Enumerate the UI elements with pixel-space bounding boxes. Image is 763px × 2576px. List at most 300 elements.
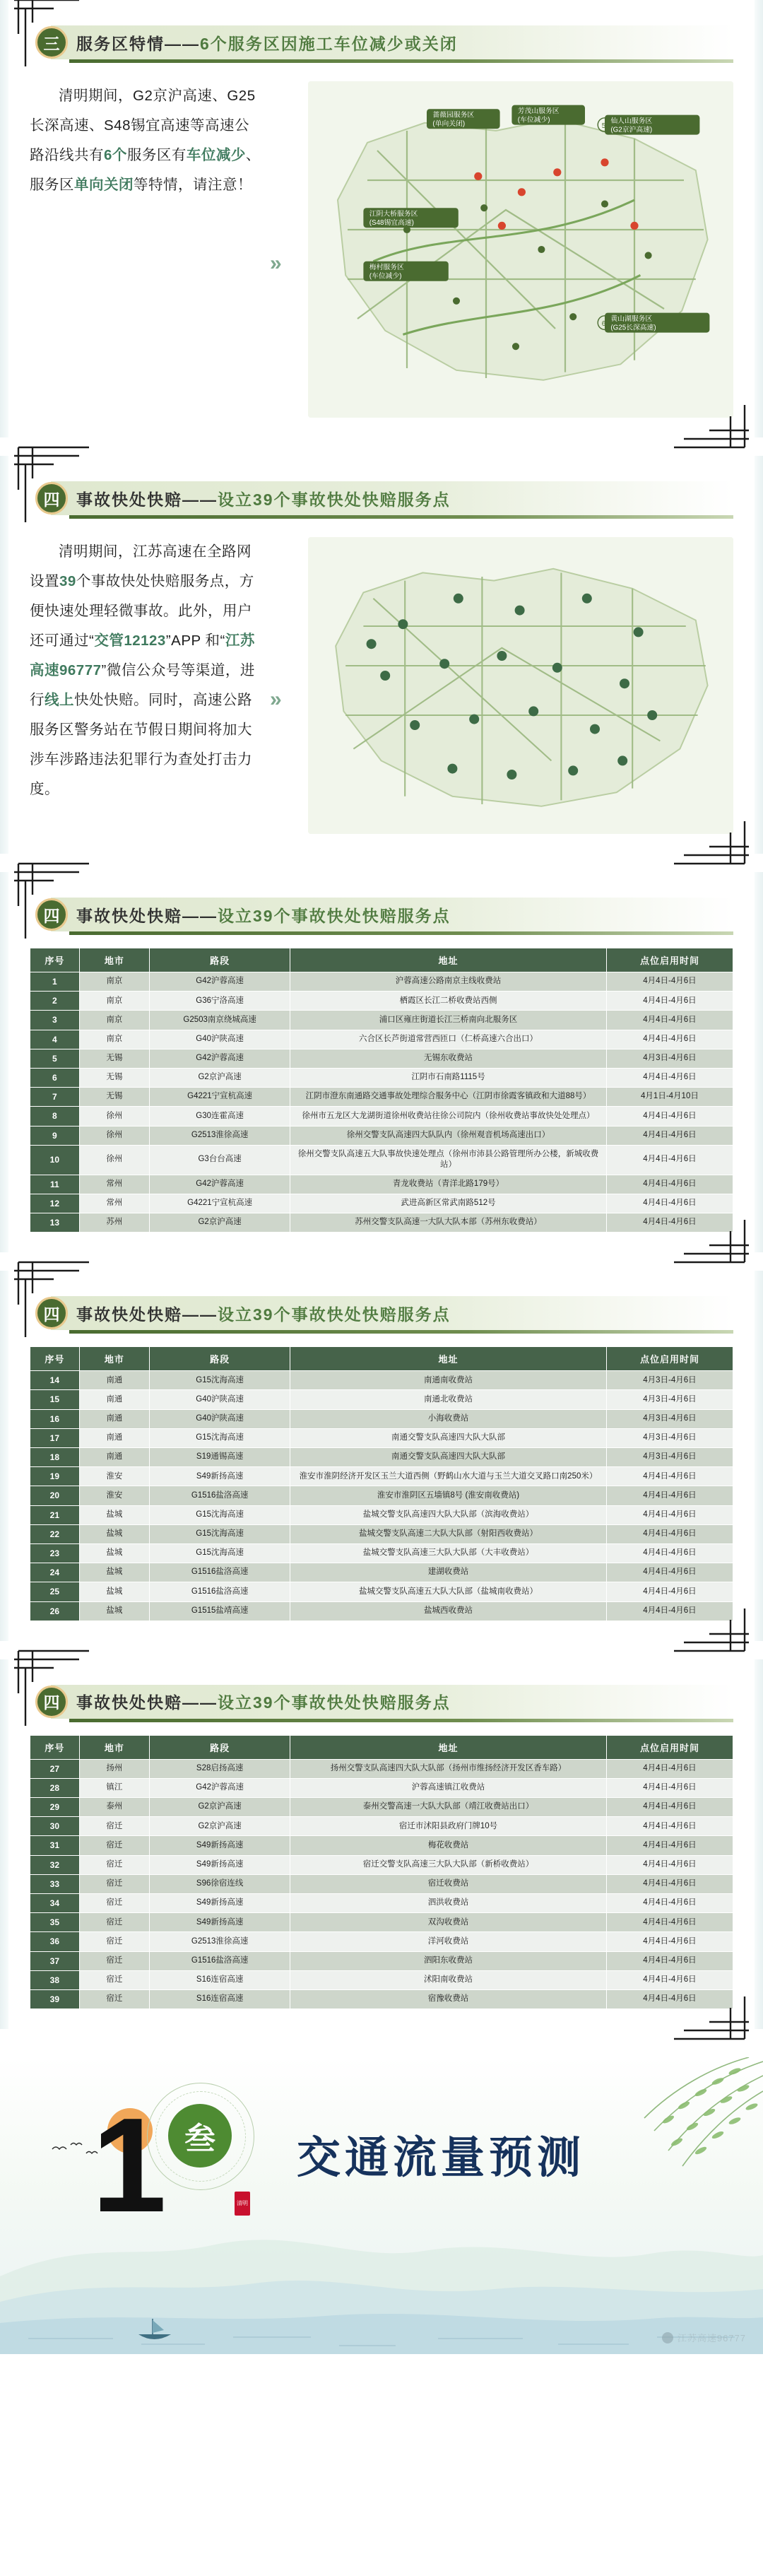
- cell-index: 7: [30, 1088, 80, 1107]
- cell-time: 4月4日-4月6日: [606, 1913, 733, 1932]
- cell-city: 宿迁: [79, 1817, 150, 1836]
- table-section-badge: 四: [35, 1297, 68, 1329]
- table-title-accent: 设立39个事故快处快赔服务点: [218, 906, 451, 925]
- cell-index: 37: [30, 1951, 80, 1970]
- cell-time: 4月3日-4月6日: [606, 1448, 733, 1467]
- table-title-main: 事故快处快赔: [76, 1693, 182, 1712]
- cell-road: G2京沪高速: [150, 1068, 290, 1087]
- column-header-4: 点位启用时间: [606, 1735, 733, 1759]
- table-title-dash: ——: [182, 906, 218, 925]
- column-header-1: 地市: [79, 1347, 150, 1371]
- panel-edge-left-2: [0, 456, 8, 854]
- cell-city: 宿迁: [79, 1855, 150, 1874]
- cell-time: 4月4日-4月6日: [606, 1563, 733, 1582]
- cell-time: 4月4日-4月6日: [606, 1126, 733, 1145]
- cell-address: 徐州交警支队高速五大队事故快速处理点（徐州市沛县公路管理所办公楼，新城收费站）: [290, 1145, 607, 1175]
- cell-road: G2京沪高速: [150, 1817, 290, 1836]
- cell-time: 4月4日-4月6日: [606, 1778, 733, 1797]
- watermark-logo-icon: [662, 2332, 673, 2343]
- cell-address: 沭阳南收费站: [290, 1970, 607, 1989]
- service-area-map: [308, 81, 733, 418]
- cell-road: G15沈海高速: [150, 1371, 290, 1390]
- cell-road: S49新扬高速: [150, 1855, 290, 1874]
- table-section-rule: [69, 1330, 733, 1334]
- cell-address: 盐城交警支队高速二大队大队部（射阳西收费站）: [290, 1524, 607, 1543]
- cell-time: 4月4日-4月6日: [606, 1989, 733, 2009]
- section-panel-accident-service: [16, 456, 747, 854]
- cell-road: G4221宁宣杭高速: [150, 1194, 290, 1213]
- cell-city: 常州: [79, 1175, 150, 1194]
- cell-address: 南通南收费站: [290, 1371, 607, 1390]
- cell-road: G40沪陕高速: [150, 1409, 290, 1428]
- cell-index: 23: [30, 1543, 80, 1563]
- cell-road: G1516盐洛高速: [150, 1582, 290, 1601]
- table-row: [30, 1524, 733, 1543]
- cell-road: G3台台高速: [150, 1145, 290, 1175]
- table-header-row: [30, 1347, 733, 1371]
- cell-road: G42沪蓉高速: [150, 1049, 290, 1068]
- cell-city: 无锡: [79, 1088, 150, 1107]
- cell-road: G15沈海高速: [150, 1428, 290, 1447]
- table-row: [30, 1505, 733, 1524]
- section-title-accent-3: 6个服务区因施工车位减少或关闭: [200, 34, 458, 53]
- watermark: [662, 2331, 746, 2344]
- column-header-0: 序号: [30, 948, 80, 972]
- cell-road: S19通锡高速: [150, 1448, 290, 1467]
- cell-address: 苏州交警支队高速一大队大队本部（苏州东收费站）: [290, 1213, 607, 1233]
- cell-road: S49新扬高速: [150, 1894, 290, 1913]
- cell-time: 4月1日-4月10日: [606, 1088, 733, 1107]
- cell-city: 南京: [79, 1030, 150, 1049]
- table-row: [30, 1030, 733, 1049]
- cell-road: G1515盐靖高速: [150, 1601, 290, 1621]
- cell-time: 4月4日-4月6日: [606, 1068, 733, 1087]
- table-section-header-1: [43, 898, 733, 931]
- table-row: [30, 1107, 733, 1126]
- cell-time: 4月4日-4月6日: [606, 1543, 733, 1563]
- cell-index: 33: [30, 1874, 80, 1893]
- table-row: [30, 1467, 733, 1486]
- table-row: [30, 1088, 733, 1107]
- cell-index: 22: [30, 1524, 80, 1543]
- table-row: [30, 1126, 733, 1145]
- table-section-rule: [69, 931, 733, 935]
- table-title-main: 事故快处快赔: [76, 1305, 182, 1324]
- section-title-dash-3: ——: [165, 34, 200, 53]
- svg-text:5: 5: [601, 122, 606, 130]
- cell-road: S16连宿高速: [150, 1970, 290, 1989]
- cell-time: 4月4日-4月6日: [606, 1970, 733, 1989]
- cell-city: 镇江: [79, 1778, 150, 1797]
- panel-edge-right: [755, 0, 763, 437]
- table-row: [30, 1428, 733, 1447]
- cell-address: 南通交警支队高速四大队大队部: [290, 1428, 607, 1447]
- cell-city: 南京: [79, 1011, 150, 1030]
- cell-time: 4月4日-4月6日: [606, 992, 733, 1011]
- table-panel-3: [16, 1659, 747, 2029]
- cell-time: 4月4日-4月6日: [606, 1582, 733, 1601]
- svg-text:江阴大桥服务区: 江阴大桥服务区: [369, 210, 418, 218]
- cell-index: 34: [30, 1894, 80, 1913]
- table-row: [30, 1759, 733, 1778]
- cell-index: 21: [30, 1505, 80, 1524]
- cell-road: G2513淮徐高速: [150, 1126, 290, 1145]
- table-row: [30, 1011, 733, 1030]
- table-row: [30, 1970, 733, 1989]
- cell-address: 盐城交警支队高速三大队大队部（大丰收费站）: [290, 1543, 607, 1563]
- cell-time: 4月4日-4月6日: [606, 1817, 733, 1836]
- cell-city: 宿迁: [79, 1932, 150, 1951]
- cell-address: 小海收费站: [290, 1409, 607, 1428]
- panel-edge-left: [0, 1271, 8, 1640]
- section-body-3: [30, 81, 733, 418]
- column-header-3: 地址: [290, 1347, 607, 1371]
- cell-address: 宿迁交警支队高速三大队大队部（新桥收费站）: [290, 1855, 607, 1874]
- cell-address: 盐城西收费站: [290, 1601, 607, 1621]
- cell-city: 淮安: [79, 1467, 150, 1486]
- cell-city: 宿迁: [79, 1951, 150, 1970]
- section-paragraph-3: 清明期间，G2京沪高速、G25长深高速、S48锡宜高速等高速公路沿线共有6个服务区有车位减少、服务区单向关闭等特情，请注意！: [30, 88, 261, 194]
- cell-index: 24: [30, 1563, 80, 1582]
- cell-road: S96徐宿连线: [150, 1874, 290, 1893]
- cell-index: 13: [30, 1213, 80, 1233]
- column-header-1: 地市: [79, 948, 150, 972]
- cell-time: 4月3日-4月6日: [606, 1409, 733, 1428]
- cell-address: 建湖收费站: [290, 1563, 607, 1582]
- cell-time: 4月4日-4月6日: [606, 1505, 733, 1524]
- cell-road: G1516盐洛高速: [150, 1486, 290, 1505]
- cell-address: 宿迁市沭阳县政府门牌10号: [290, 1817, 607, 1836]
- cell-address: 栖霞区长江二桥收费站西侧: [290, 992, 607, 1011]
- hero-banner: [0, 2057, 763, 2354]
- column-header-3: 地址: [290, 948, 607, 972]
- column-header-2: 路段: [150, 1347, 290, 1371]
- table-row: [30, 1855, 733, 1874]
- cell-address: 盐城交警支队高速四大队大队部（滨海收费站）: [290, 1505, 607, 1524]
- cell-city: 宿迁: [79, 1894, 150, 1913]
- cell-time: 4月4日-4月6日: [606, 1894, 733, 1913]
- cell-road: G15沈海高速: [150, 1524, 290, 1543]
- cell-city: 淮安: [79, 1486, 150, 1505]
- table-panel-1: [16, 872, 747, 1252]
- cell-address: 武进高新区常武南路512号: [290, 1194, 607, 1213]
- section-header-4: [43, 481, 733, 515]
- table-title-dash: ——: [182, 1305, 218, 1324]
- mountain-water-illustration: [0, 2177, 763, 2354]
- cell-address: 江阴市石南路1115号: [290, 1068, 607, 1087]
- table-row: [30, 1951, 733, 1970]
- cell-index: 27: [30, 1759, 80, 1778]
- cell-index: 2: [30, 992, 80, 1011]
- cell-index: 10: [30, 1145, 80, 1175]
- table-row: [30, 1486, 733, 1505]
- table-row: [30, 972, 733, 992]
- section-body-4: [30, 537, 733, 834]
- cell-address: 江阴市澄东南通路交通事故处理综合服务中心（江阴市徐霞客镇政和大道88号）: [290, 1088, 607, 1107]
- cell-address: 泗洪收费站: [290, 1894, 607, 1913]
- svg-text:(单向关闭): (单向关闭): [432, 120, 466, 128]
- table-row: [30, 1778, 733, 1797]
- cell-index: 30: [30, 1817, 80, 1836]
- cell-index: 5: [30, 1049, 80, 1068]
- table-row: [30, 1175, 733, 1194]
- table-title-main: 事故快处快赔: [76, 906, 182, 925]
- cell-address: 南通交警支队高速四大队大队部: [290, 1448, 607, 1467]
- cell-city: 徐州: [79, 1107, 150, 1126]
- cell-road: G4221宁宣杭高速: [150, 1088, 290, 1107]
- cell-index: 35: [30, 1913, 80, 1932]
- panel-edge-left: [0, 872, 8, 1252]
- cell-address: 六合区长芦街道常营西匝口（仁桥高速六合出口）: [290, 1030, 607, 1049]
- cell-address: 沪蓉高速镇江收费站: [290, 1778, 607, 1797]
- cell-city: 无锡: [79, 1049, 150, 1068]
- cell-road: S49新扬高速: [150, 1836, 290, 1855]
- section-title-main-3: 服务区特情: [76, 34, 165, 53]
- section-title-3: [76, 31, 458, 54]
- cell-road: G1516盐洛高速: [150, 1563, 290, 1582]
- cell-road: G36宁洛高速: [150, 992, 290, 1011]
- cell-time: 4月4日-4月6日: [606, 1524, 733, 1543]
- cell-city: 宿迁: [79, 1913, 150, 1932]
- cell-city: 盐城: [79, 1582, 150, 1601]
- table-header-row: [30, 1735, 733, 1759]
- table-section-title: [76, 1302, 451, 1325]
- panel-edge-right: [755, 1271, 763, 1640]
- table-header-row: [30, 948, 733, 972]
- panel-edge-right: [755, 872, 763, 1252]
- cell-city: 盐城: [79, 1505, 150, 1524]
- cell-address: 盐城交警支队高速五大队大队部（盐城南收费站）: [290, 1582, 607, 1601]
- cell-city: 南通: [79, 1448, 150, 1467]
- cell-time: 4月4日-4月6日: [606, 1107, 733, 1126]
- cell-road: G42沪蓉高速: [150, 1778, 290, 1797]
- cell-city: 宿迁: [79, 1989, 150, 2009]
- table-section-header-2: [43, 1296, 733, 1330]
- section-rule-4: [69, 515, 733, 519]
- table-row: [30, 1563, 733, 1582]
- chevron-right-icon-2: »: [270, 688, 275, 711]
- cell-index: 15: [30, 1390, 80, 1409]
- cell-city: 常州: [79, 1194, 150, 1213]
- section-badge-3: 三: [35, 26, 68, 59]
- cell-city: 南通: [79, 1409, 150, 1428]
- cell-index: 19: [30, 1467, 80, 1486]
- cell-city: 宿迁: [79, 1970, 150, 1989]
- cell-address: 泗阳东收费站: [290, 1951, 607, 1970]
- cell-index: 17: [30, 1428, 80, 1447]
- service-point-table-2: [30, 1346, 733, 1621]
- cell-city: 南京: [79, 992, 150, 1011]
- section-panel-service-area: [16, 0, 747, 437]
- cell-road: S49新扬高速: [150, 1467, 290, 1486]
- cell-index: 25: [30, 1582, 80, 1601]
- section-badge-4: 四: [35, 482, 68, 514]
- section-title-4: [76, 487, 451, 510]
- hero-number: 1: [92, 2090, 167, 2241]
- cell-address: 南通北收费站: [290, 1390, 607, 1409]
- cell-time: 4月4日-4月6日: [606, 1836, 733, 1855]
- cell-road: G2京沪高速: [150, 1798, 290, 1817]
- cell-road: G15沈海高速: [150, 1543, 290, 1563]
- table-row: [30, 1874, 733, 1893]
- column-header-2: 路段: [150, 1735, 290, 1759]
- cell-road: G2513淮徐高速: [150, 1932, 290, 1951]
- column-header-4: 点位启用时间: [606, 1347, 733, 1371]
- section-title-dash-4: ——: [182, 490, 218, 509]
- table-row: [30, 1989, 733, 2009]
- svg-text:仙人山服务区: 仙人山服务区: [610, 117, 653, 125]
- cell-address: 扬州交警支队高速四大队大队部（扬州市维扬经济开发区香车路）: [290, 1759, 607, 1778]
- cell-address: 泰州交警高速一大队大队部（靖江收费站出口）: [290, 1798, 607, 1817]
- column-header-0: 序号: [30, 1735, 80, 1759]
- section-title-main-4: 事故快处快赔: [76, 490, 182, 509]
- cell-index: 32: [30, 1855, 80, 1874]
- cell-index: 39: [30, 1989, 80, 2009]
- cell-city: 盐城: [79, 1543, 150, 1563]
- cell-road: G40沪陕高速: [150, 1030, 290, 1049]
- cell-road: G2京沪高速: [150, 1213, 290, 1233]
- cell-time: 4月4日-4月6日: [606, 1759, 733, 1778]
- panel-edge-right: [755, 1659, 763, 2029]
- cell-address: 宿豫收费站: [290, 1989, 607, 2009]
- cell-city: 徐州: [79, 1145, 150, 1175]
- table-section-header-3: [43, 1685, 733, 1719]
- cell-address: 浦口区雍庄街道长江三桥南向北服务区: [290, 1011, 607, 1030]
- svg-text:(G2京沪高速): (G2京沪高速): [610, 126, 653, 134]
- cell-city: 宿迁: [79, 1836, 150, 1855]
- cell-city: 苏州: [79, 1213, 150, 1233]
- cell-index: 14: [30, 1371, 80, 1390]
- table-row: [30, 1068, 733, 1087]
- column-header-1: 地市: [79, 1735, 150, 1759]
- cell-address: 淮安市淮阴区五墙镇8号 (淮安南收费站): [290, 1486, 607, 1505]
- cell-index: 36: [30, 1932, 80, 1951]
- table-panel-2: [16, 1271, 747, 1640]
- column-header-2: 路段: [150, 948, 290, 972]
- cell-time: 4月3日-4月6日: [606, 1371, 733, 1390]
- cell-index: 3: [30, 1011, 80, 1030]
- cell-address: 淮安市淮阴经济开发区玉兰大道西侧（野鹤山水大道与玉兰大道交叉路口南250米）: [290, 1467, 607, 1486]
- cell-city: 徐州: [79, 1126, 150, 1145]
- accident-service-map: [308, 537, 733, 834]
- svg-text:蔷薇园服务区: 蔷薇园服务区: [432, 111, 475, 119]
- cell-address: 徐州交警支队高速四大队队内（徐州观音机场高速出口）: [290, 1126, 607, 1145]
- seal-stamp: 清明: [235, 2192, 250, 2216]
- svg-text:(车位减少): (车位减少): [369, 272, 402, 281]
- cell-time: 4月4日-4月6日: [606, 972, 733, 992]
- panel-edge-left: [0, 0, 8, 437]
- table-title-accent: 设立39个事故快处快赔服务点: [218, 1305, 451, 1324]
- cell-road: G2503南京绕城高速: [150, 1011, 290, 1030]
- cell-address: 无锡东收费站: [290, 1049, 607, 1068]
- table-section-badge: 四: [35, 1686, 68, 1718]
- cell-time: 4月4日-4月6日: [606, 1486, 733, 1505]
- table-row: [30, 1145, 733, 1175]
- table-section-title: [76, 903, 451, 927]
- service-point-table-3: [30, 1735, 733, 2009]
- cell-index: 31: [30, 1836, 80, 1855]
- table-row: [30, 1836, 733, 1855]
- cell-time: 4月4日-4月6日: [606, 1213, 733, 1233]
- cell-time: 4月4日-4月6日: [606, 1855, 733, 1874]
- svg-text:梅村服务区: 梅村服务区: [369, 264, 404, 271]
- cell-city: 南通: [79, 1428, 150, 1447]
- svg-text:芳茂山服务区: 芳茂山服务区: [517, 107, 560, 115]
- table-row: [30, 1601, 733, 1621]
- cell-index: 1: [30, 972, 80, 992]
- section-rule-3: [69, 59, 733, 63]
- cell-index: 9: [30, 1126, 80, 1145]
- watermark-text: 江苏高速96777: [677, 2333, 746, 2344]
- cell-city: 盐城: [79, 1563, 150, 1582]
- cell-index: 12: [30, 1194, 80, 1213]
- cell-index: 29: [30, 1798, 80, 1817]
- cell-index: 16: [30, 1409, 80, 1428]
- cell-time: 4月3日-4月6日: [606, 1390, 733, 1409]
- table-section-badge: 四: [35, 898, 68, 931]
- column-header-4: 点位启用时间: [606, 948, 733, 972]
- table-row: [30, 1913, 733, 1932]
- cell-time: 4月4日-4月6日: [606, 1932, 733, 1951]
- table-pages-container: [0, 872, 763, 2029]
- cell-index: 26: [30, 1601, 80, 1621]
- cell-city: 扬州: [79, 1759, 150, 1778]
- cell-address: 徐州市五龙区大龙湖街道徐州收费站往徐公司院内（徐州收费站事故快处处理点）: [290, 1107, 607, 1126]
- table-row: [30, 1194, 733, 1213]
- cell-time: 4月4日-4月6日: [606, 1951, 733, 1970]
- jiangsu-map-illustration-1: [308, 81, 733, 418]
- panel-edge-right-2: [755, 456, 763, 854]
- cell-road: G1516盐洛高速: [150, 1951, 290, 1970]
- svg-text:(车位减少): (车位减少): [517, 116, 550, 124]
- cell-road: G42沪蓉高速: [150, 1175, 290, 1194]
- cell-road: G40沪陕高速: [150, 1390, 290, 1409]
- svg-text:黄山湖服务区: 黄山湖服务区: [610, 314, 653, 323]
- cell-road: S16连宿高速: [150, 1989, 290, 2009]
- hero-badge: 叁: [168, 2104, 232, 2168]
- hero-title: 交通流量预测: [297, 2134, 586, 2183]
- cell-city: 无锡: [79, 1068, 150, 1087]
- cell-address: 双沟收费站: [290, 1913, 607, 1932]
- cell-time: 4月3日-4月6日: [606, 1049, 733, 1068]
- cell-time: 4月4日-4月6日: [606, 1467, 733, 1486]
- cell-road: G30连霍高速: [150, 1107, 290, 1126]
- cell-city: 宿迁: [79, 1874, 150, 1893]
- column-header-0: 序号: [30, 1347, 80, 1371]
- cell-index: 18: [30, 1448, 80, 1467]
- svg-text:(G25长深高速): (G25长深高速): [610, 324, 656, 332]
- service-point-table-1: [30, 948, 733, 1233]
- cell-time: 4月4日-4月6日: [606, 1145, 733, 1175]
- section-title-accent-4: 设立39个事故快处快赔服务点: [218, 490, 451, 509]
- cell-time: 4月3日-4月6日: [606, 1428, 733, 1447]
- table-row: [30, 1817, 733, 1836]
- table-row: [30, 1049, 733, 1068]
- cell-address: 梅花收费站: [290, 1836, 607, 1855]
- cell-address: 宿迁收费站: [290, 1874, 607, 1893]
- cell-address: 青龙收费站（青洋北路179号）: [290, 1175, 607, 1194]
- table-row: [30, 1932, 733, 1951]
- table-row: [30, 1894, 733, 1913]
- cell-road: S49新扬高速: [150, 1913, 290, 1932]
- cell-time: 4月4日-4月6日: [606, 1601, 733, 1621]
- table-row: [30, 1798, 733, 1817]
- cell-address: 洋河收费站: [290, 1932, 607, 1951]
- section-paragraph-4: 清明期间，江苏高速在全路网设置39个事故快处快赔服务点，方便快速处理轻微事故。此外，用户还可通过“交管12123”APP 和“江苏高速96777”微信公众号等渠道，进行线上快处快赔。同时，高速公路服务区警务站在节假日期间将加大涉车涉路违法犯罪行为查处打击力度。: [30, 543, 255, 798]
- cell-city: 南京: [79, 972, 150, 992]
- cell-index: 11: [30, 1175, 80, 1194]
- cell-index: 20: [30, 1486, 80, 1505]
